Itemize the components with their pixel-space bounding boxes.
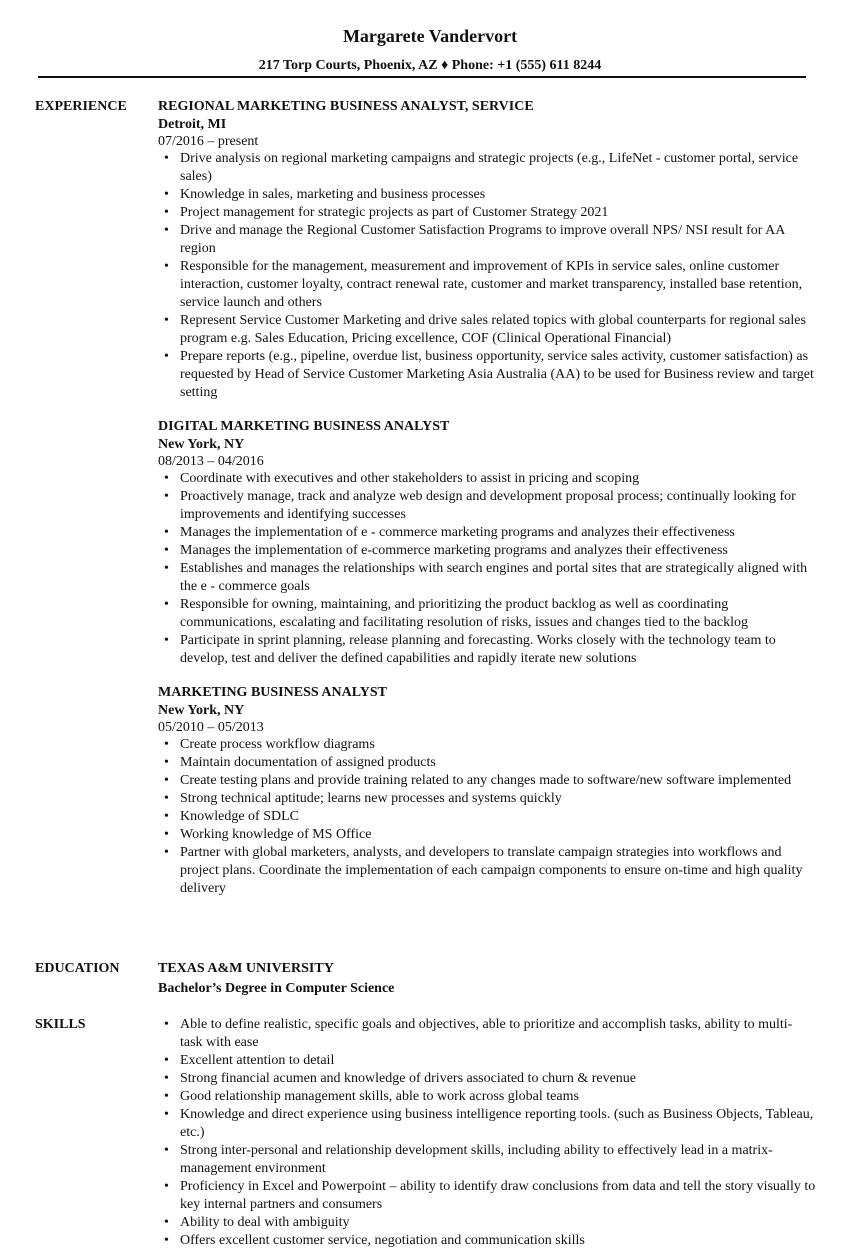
- job-bullets: [158, 736, 818, 898]
- bullet-item: • Drive and manage the Regional Customer Satisfaction Programs to improve overall NPS/ NSI result for AA region: [158, 222, 818, 258]
- section-title-education: EDUCATION: [35, 961, 120, 976]
- bullet-item: • Responsible for the management, measurement and improvement of KPIs in service sales, online customer interaction, customer loyalty, contract renewal rate, customer and market transparency, installed base retention, service launch and others: [158, 258, 818, 312]
- skill-item: • Offers excellent customer service, negotiation and communication skills: [158, 1232, 818, 1250]
- job-title: DIGITAL MARKETING BUSINESS ANALYST: [158, 419, 450, 434]
- job-title: MARKETING BUSINESS ANALYST: [158, 685, 387, 700]
- skill-item: • Knowledge and direct experience using business intelligence reporting tools. (such as Business Objects, Tableau, etc.): [158, 1106, 818, 1142]
- skill-item: • Proficiency in Excel and Powerpoint – ability to identify draw conclusions from data and tell the story visually to key internal partners and consumers: [158, 1178, 818, 1214]
- bullet-item: • Create process workflow diagrams: [158, 736, 818, 754]
- bullet-item: • Responsible for owning, maintaining, and prioritizing the product backlog as well as coordinating communications, escalating and facilitating resolution of risks, issues and changes tied to the backlog: [158, 596, 818, 632]
- skill-item: • Strong inter-personal and relationship development skills, including ability to effectively lead in a matrix-management environment: [158, 1142, 818, 1178]
- bullet-item: • Knowledge of SDLC: [158, 808, 818, 826]
- section-title-experience: EXPERIENCE: [35, 99, 127, 114]
- bullet-item: • Drive analysis on regional marketing campaigns and strategic projects (e.g., LifeNet - customer portal, service sales): [158, 150, 818, 186]
- bullet-item: • Partner with global marketers, analysts, and developers to translate campaign strategies into workflows and project plans. Coordinate the implementation of each campaign components to ensure on-time and high quality delivery: [158, 844, 818, 898]
- job-dates: 05/2010 – 05/2013: [158, 720, 264, 735]
- skill-item: • Ability to deal with ambiguity: [158, 1214, 818, 1232]
- bullet-item: • Establishes and manages the relationships with search engines and portal sites that are strategically aligned with the e - commerce goals: [158, 560, 818, 596]
- contact-line: 217 Torp Courts, Phoenix, AZ ♦ Phone: +1 (555) 611 8244: [258, 58, 602, 73]
- candidate-name: Margarete Vandervort: [342, 26, 518, 46]
- bullet-item: • Create testing plans and provide training related to any changes made to software/new software implemented: [158, 772, 818, 790]
- header-divider: [38, 76, 806, 78]
- job-bullets: [158, 470, 818, 668]
- bullet-item: • Manages the implementation of e - commerce marketing programs and analyzes their effectiveness: [158, 524, 818, 542]
- job-dates: 07/2016 – present: [158, 134, 259, 149]
- skill-item: • Able to define realistic, specific goals and objectives, able to prioritize and accomplish tasks, ability to multi- task with ease: [158, 1016, 818, 1052]
- experience-body: [158, 98, 818, 914]
- bullet-item: • Working knowledge of MS Office: [158, 826, 818, 844]
- job-bullets: [158, 150, 818, 402]
- degree: Bachelor’s Degree in Computer Science: [158, 981, 395, 996]
- job-entry: [158, 684, 818, 898]
- bullet-item: • Strong technical aptitude; learns new processes and systems quickly: [158, 790, 818, 808]
- bullet-item: • Knowledge in sales, marketing and business processes: [158, 186, 818, 204]
- job-location: Detroit, MI: [158, 117, 227, 132]
- job-location: New York, NY: [158, 703, 245, 718]
- school-name: TEXAS A&M UNIVERSITY: [158, 961, 334, 976]
- skill-item: • Good relationship management skills, able to work across global teams: [158, 1088, 818, 1106]
- job-location: New York, NY: [158, 437, 245, 452]
- job-title: REGIONAL MARKETING BUSINESS ANALYST, SERVICE: [158, 99, 534, 114]
- bullet-item: • Proactively manage, track and analyze web design and development proposal process; continually looking for improvements and identifying successes: [158, 488, 818, 524]
- bullet-item: • Manages the implementation of e-commerce marketing programs and analyzes their effectiveness: [158, 542, 818, 560]
- job-dates: 08/2013 – 04/2016: [158, 454, 264, 469]
- bullet-item: • Prepare reports (e.g., pipeline, overdue list, business opportunity, service sales activity, customer satisfaction) as requested by Head of Service Customer Marketing Asia Australia (AA) to be used for Business review and target setting: [158, 348, 818, 402]
- skill-item: • Strong financial acumen and knowledge of drivers associated to churn & revenue: [158, 1070, 818, 1088]
- education-body: [158, 960, 818, 1000]
- bullet-item: • Project management for strategic projects as part of Customer Strategy 2021: [158, 204, 818, 222]
- skills-body: [158, 1016, 818, 1250]
- skill-item: • Excellent attention to detail: [158, 1052, 818, 1070]
- job-entry: [158, 418, 818, 668]
- section-title-skills: SKILLS: [35, 1017, 86, 1032]
- bullet-item: • Maintain documentation of assigned products: [158, 754, 818, 772]
- job-entry: [158, 98, 818, 402]
- resume-header: [0, 24, 860, 75]
- bullet-item: • Participate in sprint planning, release planning and forecasting. Works closely with the technology team to develop, test and deliver the defined capabilities and rapidly iterate new solutions: [158, 632, 818, 668]
- bullet-item: • Represent Service Customer Marketing and drive sales related topics with global counterparts for regional sales program e.g. Sales Education, Pricing excellence, COF (Clinical Operational Financial): [158, 312, 818, 348]
- skills-list: [158, 1016, 818, 1250]
- bullet-item: • Coordinate with executives and other stakeholders to assist in pricing and scoping: [158, 470, 818, 488]
